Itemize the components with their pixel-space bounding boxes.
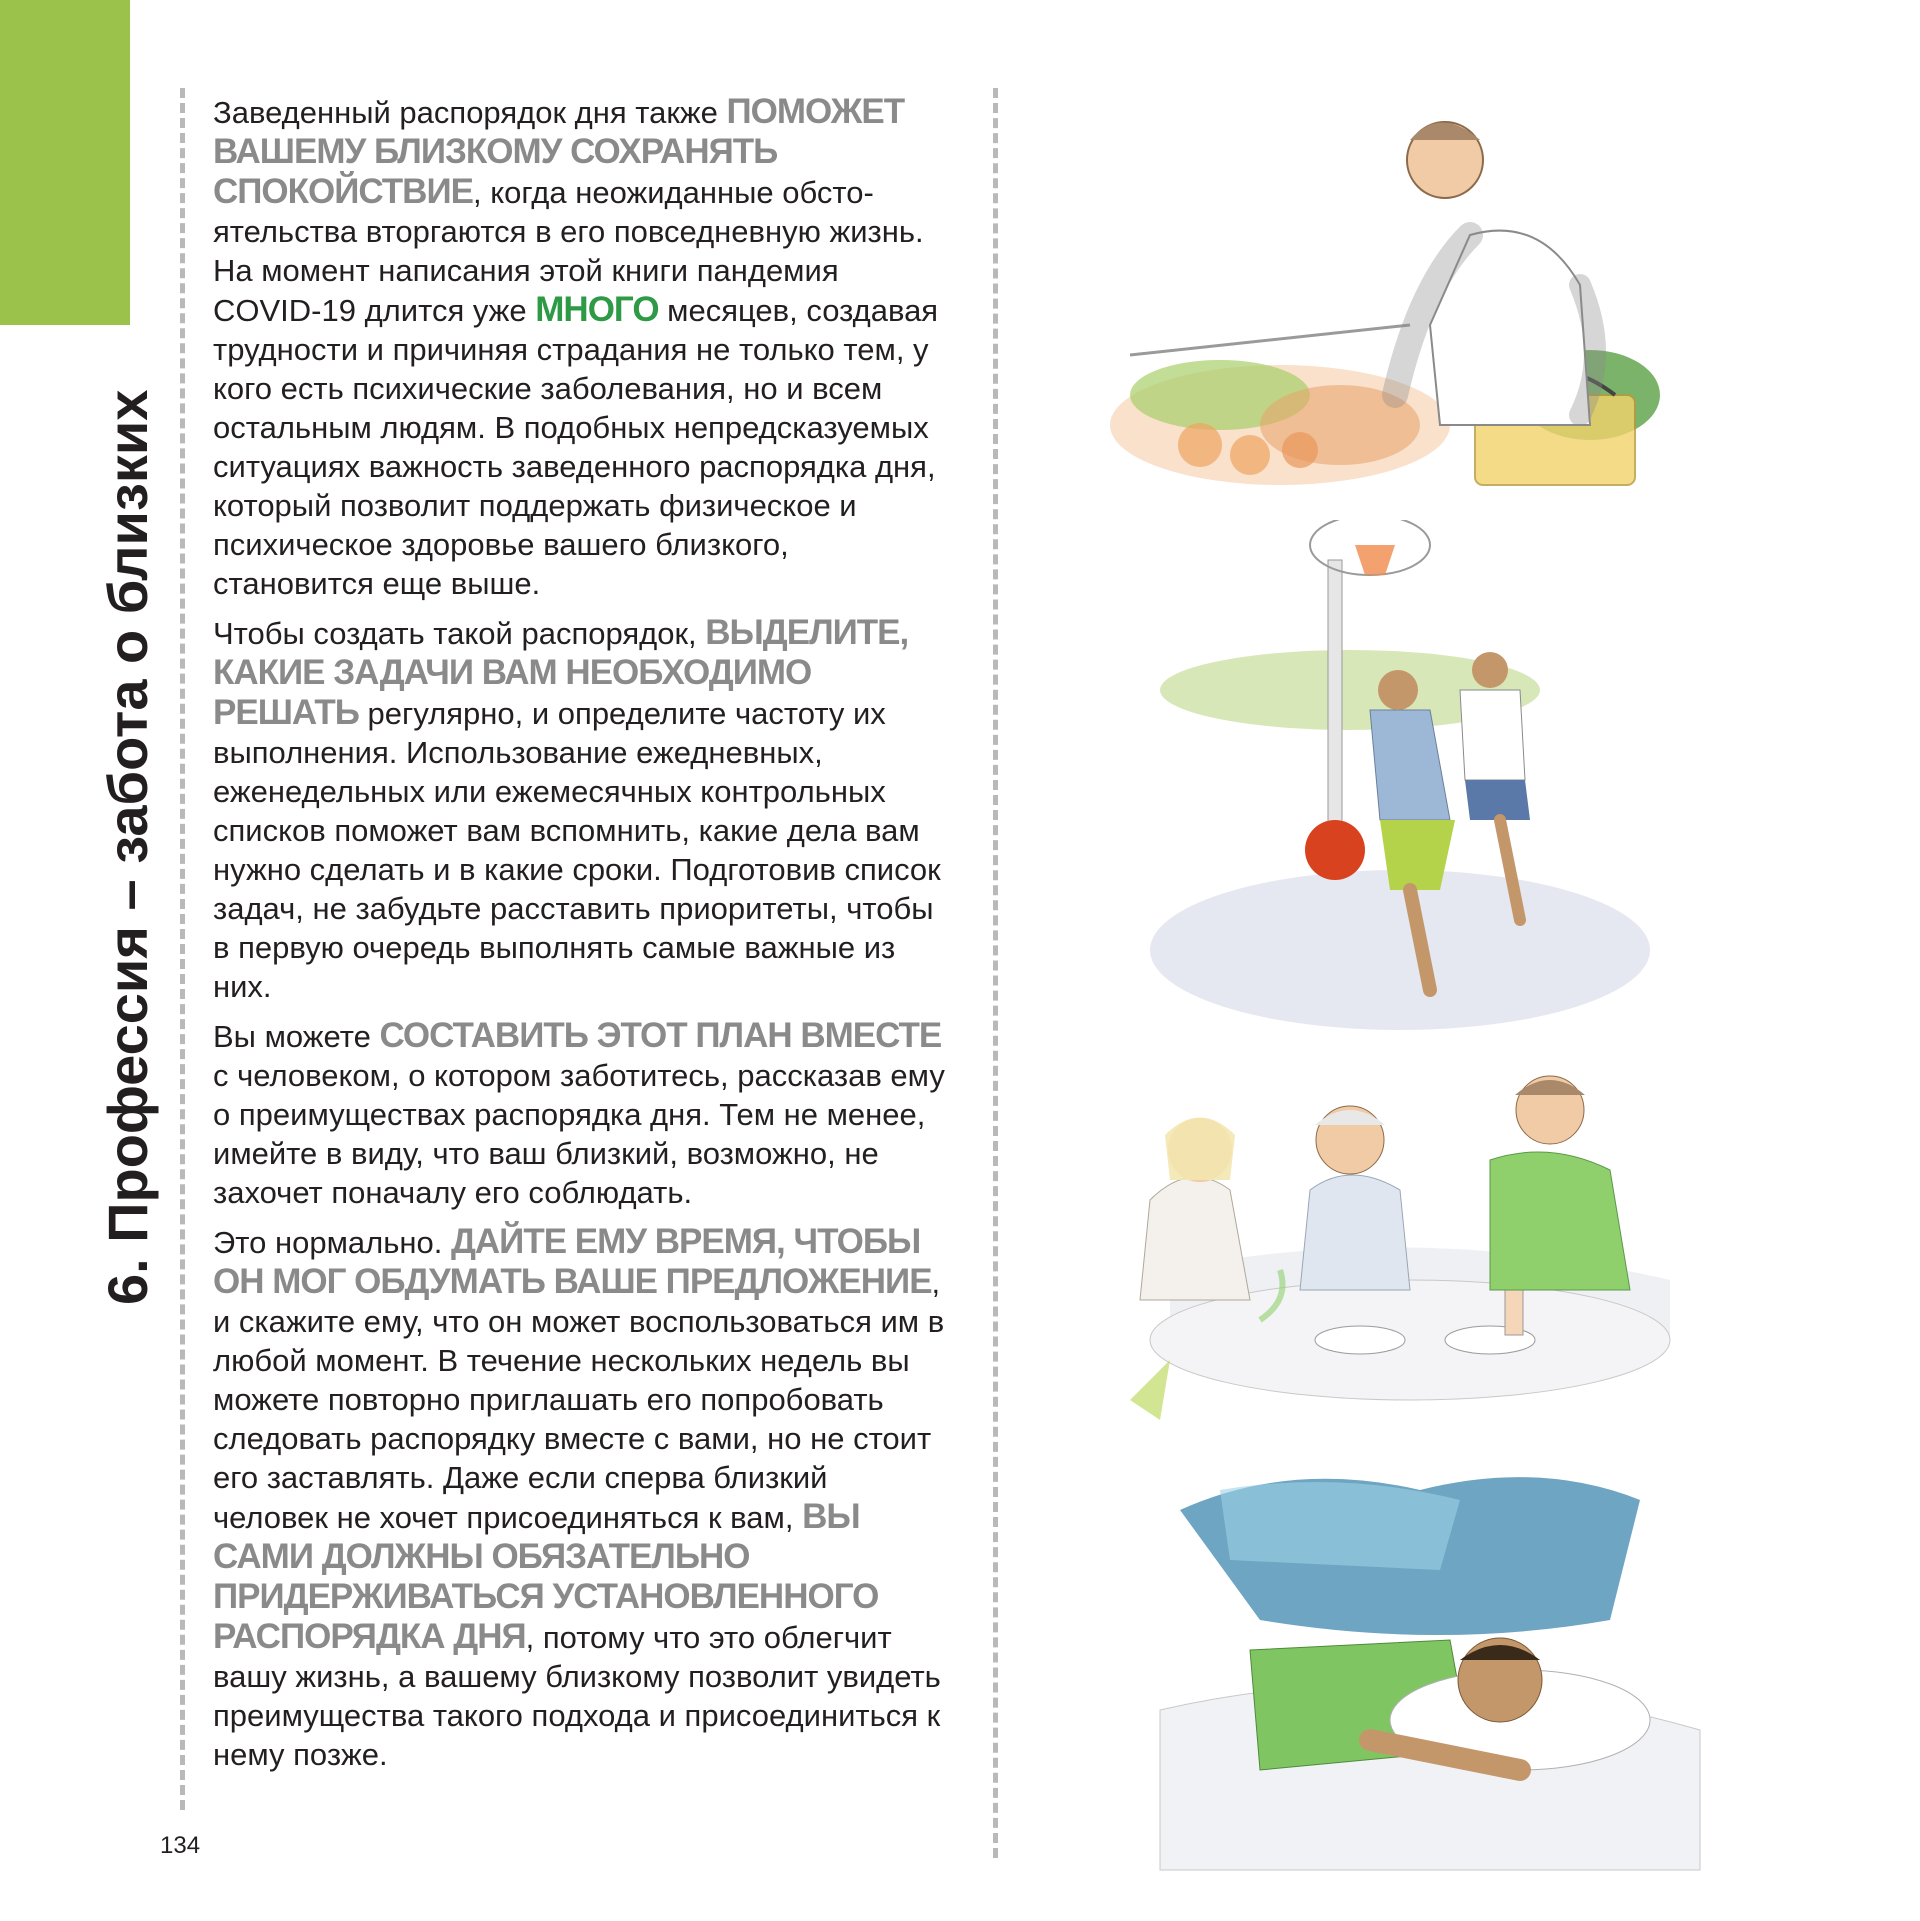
paragraph-4: Это нормально. ДАЙТЕ ЕМУ ВРЕМЯ, ЧТОБЫ ОН МОГ ОБДУМАТЬ ВАШЕ ПРЕДЛОЖЕНИЕ, и скажите ему, что он может воспользоваться им в любой момент. В течение нескольких недель вы можете повторно приглашать его попробовать следовать распорядку вместе с вами, но не стоит его заставлять. Даже если сперва близкий человек не хочет присоединяться к вам, ВЫ САМИ ДОЛЖНЫ ОБЯЗАТЕЛЬНО ПРИДЕРЖИВАТЬСЯ УСТАНОВЛЕННОГО РАСПОРЯДКА ДНЯ, потому что это облегчит вашу жизнь, а вашему близкому позволит увидеть преимущества такого подхода и присоединиться к нему позже. (213, 1222, 945, 1772)
highlight-text: ВЫДЕЛИТЕ, КАКИЕ ЗАДАЧИ ВАМ НЕОБХОДИМО РЕШАТЬ (213, 613, 909, 732)
sleeping-man-illustration (1140, 1450, 1710, 1890)
highlight-text: ВЫ САМИ ДОЛЖНЫ ОБЯЗАТЕЛЬНО ПРИДЕРЖИВАТЬСЯ УСТАНОВЛЕННОГО РАСПОРЯДКА ДНЯ (213, 1497, 879, 1656)
body-text-column (213, 92, 948, 1784)
left-dashed-divider (180, 88, 185, 1810)
chapter-side-title: 6. Профессия – забота о близких (96, 389, 159, 1305)
highlight-green-text: МНОГО (535, 290, 659, 329)
basketball-illustration (1130, 520, 1670, 1040)
market-shopping-illustration (1110, 95, 1680, 515)
paragraph-3: Вы можете СОСТАВИТЬ ЭТОТ ПЛАН ВМЕСТЕ с человеком, о котором заботитесь, рассказав ему о преимуществах распорядка дня. Тем не менее, имейте в виду, что ваш близкий, возможно, не захочет поначалу его соблюдать. (213, 1016, 945, 1210)
paragraph-1: Заведенный распорядок дня также ПОМОЖЕТ ВАШЕМУ БЛИЗКОМУ СОХРАНЯТЬ СПОКОЙСТВИЕ, когда неожиданные обстоятельства вторгаются в его повседневную жизнь. На момент написания этой книги пандемия COVID-19 длится уже МНОГО месяцев, создавая трудности и причиняя страдания не только тем, у кого есть психические заболевания, но и всем остальным людям. В подобных непредсказуемых ситуациях важность заведенного распорядка дня, который позволит поддержать физическое и психическое здоровье вашего близкого, становится еще выше. (213, 92, 939, 601)
page-number: 134 (160, 1832, 201, 1859)
highlight-text: ПОМОЖЕТ ВАШЕМУ БЛИЗКОМУ СОХРАНЯТЬ СПОКОЙСТВИЕ (213, 92, 905, 211)
paragraph-2: Чтобы создать такой распорядок, ВЫДЕЛИТЕ, КАКИЕ ЗАДАЧИ ВАМ НЕОБХОДИМО РЕШАТЬ регулярно, и определите частоту их выполнения. Использование ежедневных, еженедельных или ежемесячных контрольных списков поможет вам вспомнить, какие дела вам нужно сделать и в какие сроки. Подготовив список задач, не забудьте расставить приоритеты, чтобы в первую очередь выполнять самые важные из них. (213, 613, 941, 1004)
right-dashed-divider (993, 88, 998, 1858)
highlight-text: СОСТАВИТЬ ЭТОТ ПЛАН ВМЕСТЕ (379, 1016, 942, 1055)
chapter-color-tab (0, 0, 130, 325)
family-dinner-illustration (1110, 1040, 1710, 1440)
highlight-text: ДАЙТЕ ЕМУ ВРЕМЯ, ЧТОБЫ ОН МОГ ОБДУМАТЬ ВАШЕ ПРЕДЛОЖЕНИЕ (213, 1222, 932, 1301)
